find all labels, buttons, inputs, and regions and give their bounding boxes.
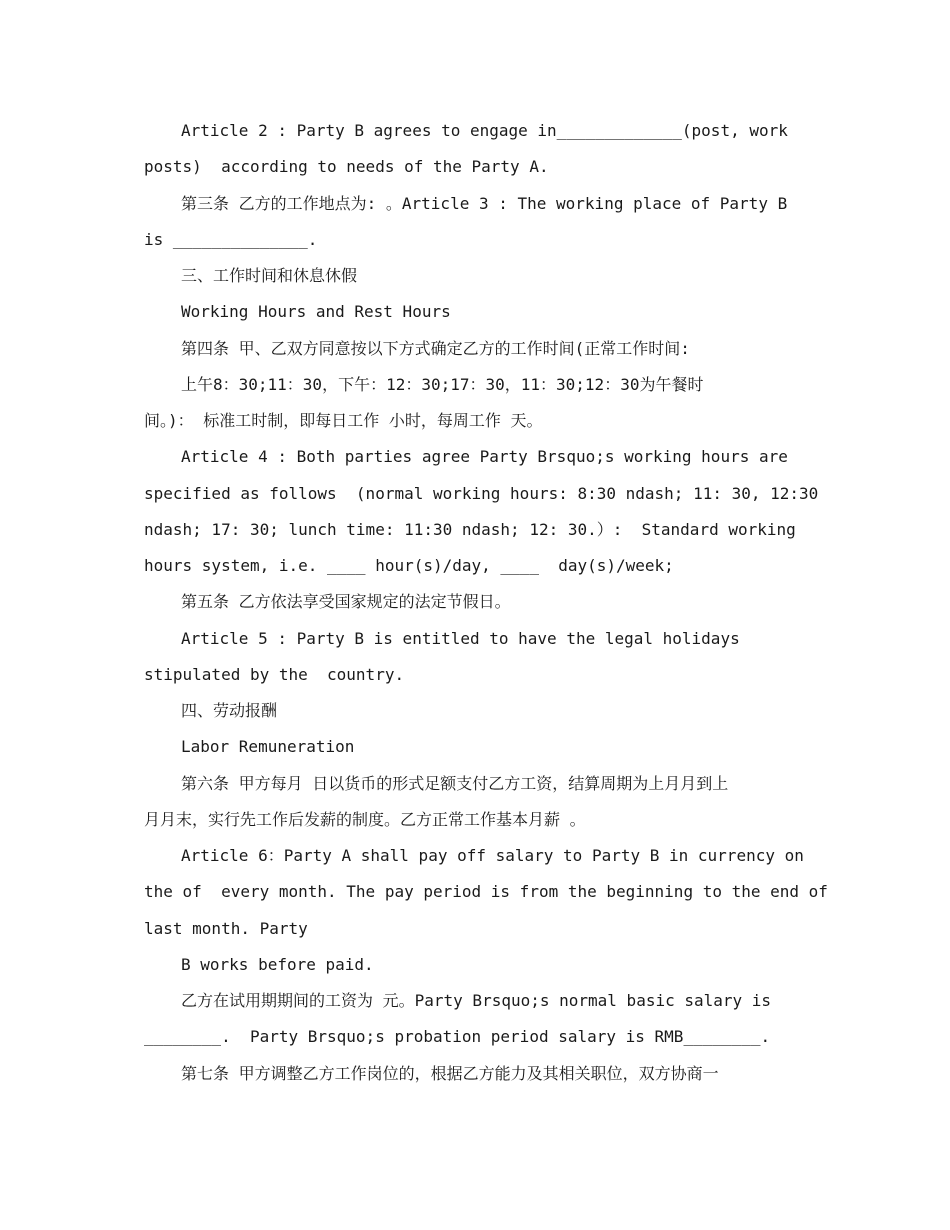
text-line: hours system, i.e. ____ hour(s)/day, ____ day(s)/week;: [144, 556, 674, 575]
text-line: 乙方在试用期期间的工资为 元。Party Brsquo;s normal basic salary is: [181, 991, 772, 1010]
section-heading: 三、工作时间和休息休假: [181, 266, 358, 285]
text-line: Article 4 : Both parties agree Party Brsquo;s working hours are: [181, 447, 788, 467]
text-line: Article 2 : Party B agrees to engage in_____________(post, work: [181, 121, 788, 140]
text-line: Article 5 : Party B is entitled to have the legal holidays: [181, 628, 740, 648]
text-line: 第六条 甲方每月 日以货币的形式足额支付乙方工资，结算周期为上月月到上: [181, 773, 729, 793]
text-line: 间。)： 标准工时制，即每日工作 小时，每周工作 天。: [144, 411, 543, 430]
section-heading: Working Hours and Rest Hours: [181, 302, 451, 322]
section-heading: 四、劳动报酬: [181, 701, 278, 720]
text-line: posts) according to needs of the Party A.: [144, 157, 549, 177]
text-line: stipulated by the country.: [144, 664, 405, 684]
text-line: the of every month. The pay period is from the beginning to the end of: [144, 882, 828, 902]
text-line: 月月末，实行先工作后发薪的制度。乙方正常工作基本月薪 。: [144, 809, 586, 829]
section-heading: Labor Remuneration: [181, 737, 355, 757]
text-line: 第三条 乙方的工作地点为: 。Article 3 : The working place of Party B: [181, 193, 788, 213]
text-line: 第四条 甲、乙双方同意按以下方式确定乙方的工作时间(正常工作时间:: [181, 338, 690, 358]
text-line: 第五条 乙方依法享受国家规定的法定节假日。: [181, 592, 511, 612]
document-body: [144, 113, 828, 1092]
text-line: 第七条 甲方调整乙方工作岗位的，根据乙方能力及其相关职位，双方协商一: [181, 1063, 719, 1083]
text-line: ________. Party Brsquo;s probation period salary is RMB________.: [144, 1027, 771, 1047]
text-line: B works before paid.: [181, 954, 374, 974]
text-line: is ______________.: [144, 229, 318, 249]
text-line: specified as follows (normal working hours: 8:30 ndash; 11: 30, 12:30: [144, 483, 819, 503]
text-line: last month. Party: [144, 918, 308, 938]
text-line: 上午8：30;11：30，下午：12：30;17：30，11：30;12：30为午餐时: [181, 374, 704, 394]
text-line: Article 6：Party A shall pay off salary to Party B in currency on: [181, 846, 804, 865]
text-line: ndash; 17: 30; lunch time: 11:30 ndash; 12: 30.）: Standard working: [144, 519, 796, 539]
